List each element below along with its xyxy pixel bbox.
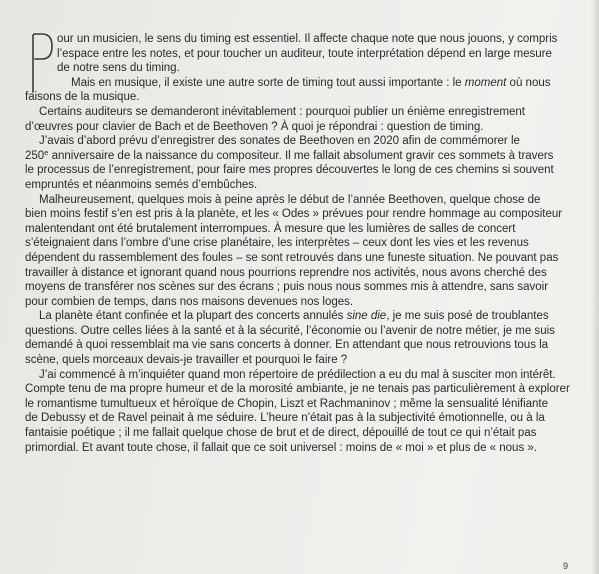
drop-cap-letter bbox=[27, 32, 55, 94]
text-line: La planète étant confinée et la plupart des concerts annulés sine die, je me suis posé de troublantes bbox=[39, 310, 549, 323]
italic-phrase: sine die bbox=[346, 310, 387, 323]
text-line: our un musicien, le sens du timing est essentiel. Il affecte chaque note que nous jouons, y compris bbox=[57, 33, 558, 45]
text-line: pour combien de temps, dans nos maisons devenues nos loges. bbox=[25, 295, 354, 308]
page-edge-shadow bbox=[591, 0, 599, 574]
text-line: s’éteignaient dans l’ombre d’une crise planétaire, les interprètes – ceux dont les vies et les revenus bbox=[25, 237, 529, 250]
text-line: de Debussy et de Ravel peinait à me séduire. L’heure n’était pas à la subjectivité émotionnelle, ou à la bbox=[25, 412, 545, 425]
paragraph-5 bbox=[25, 193, 558, 208]
text-line: dépendent du rassemblement des foules – se sont retrouvés dans une funeste situation. Ne pouvant pas bbox=[25, 251, 559, 264]
text-line: Mais en musique, il existe une autre sorte de timing tout aussi importante : le moment où nous bbox=[71, 76, 551, 89]
text-line: le romantisme tumultueux et héroïque de Chopin, Liszt et Rachmaninov ; même la sensualité lénifiante bbox=[25, 397, 549, 410]
paragraph-2 bbox=[25, 76, 558, 91]
text-line: J’ai commencé à m’inquiéter quand mon répertoire de prédilection a eu du mal à susciter mon intérêt. bbox=[39, 368, 556, 381]
text-line: l’espace entre les notes, et pour toucher un auditeur, toute interprétation dépend en large mesure bbox=[57, 47, 552, 60]
text-line: le processus de l’enregistrement, pour faire mes propres découvertes le long de ces chemins si souvent bbox=[25, 164, 554, 177]
text-line: faisons de la musique. bbox=[25, 91, 140, 104]
text-line: malentendant ont été brutalement interrompues. À mesure que les lumières de salles de concert bbox=[25, 222, 516, 235]
text-line: empruntés et néanmoins semés d’embûches. bbox=[25, 178, 258, 191]
paragraph-4 bbox=[25, 134, 558, 149]
text-line: J’avais d’abord prévu d’enregistrer des sonates de Beethoven en 2020 afin de commémorer le bbox=[39, 135, 520, 148]
page-number: 9 bbox=[562, 561, 568, 571]
text-line: travailler à distance et ignorant quand nous pourrions reprendre nos activités, nous avons cherché des bbox=[25, 266, 547, 279]
text-line: moyens de transférer nos scènes sur des écrans ; puis nous nous sommes mis à attendre, sans savoir bbox=[25, 281, 549, 294]
text-line: primordial. Et avant toute chose, il fallait que ce soit universel : moins de « moi » et plus de « nous ». bbox=[25, 441, 537, 454]
text-line: bien moins festif s’en est pris à la planète, et les « Odes » prévues pour rendre hommage au compositeur bbox=[25, 208, 563, 221]
text-line: fantaisie poétique ; il me fallait quelque chose de brut et de direct, dépouillé de tout ce qui n’était pas bbox=[25, 427, 537, 440]
paragraph-7 bbox=[25, 368, 558, 383]
paragraph-1 bbox=[25, 32, 558, 76]
italic-word: moment bbox=[464, 76, 507, 89]
text-line: Malheureusement, quelques mois à peine après le début de l’année Beethoven, quelque chose de bbox=[39, 193, 541, 206]
body-text bbox=[25, 32, 570, 455]
text-line: questions. Outre celles liées à la santé et à la sécurité, l’économie ou l’avenir de notre métier, je me suis bbox=[25, 324, 555, 337]
text-line: demandé à quoi ressemblait ma vie sans concerts à donner. En attendant que nous retrouvions tous la bbox=[25, 339, 549, 352]
text-line: d’œuvres pour clavier de Bach et de Beethoven ? À quoi je répondrai : question de timing. bbox=[25, 120, 484, 133]
text-line: de notre sens du timing. bbox=[57, 62, 180, 75]
paragraph-3 bbox=[25, 105, 558, 120]
paragraph-6 bbox=[25, 309, 558, 324]
paragraph-2-continued bbox=[25, 90, 558, 105]
superscript-ordinal: e bbox=[44, 147, 49, 157]
text-line: Certains auditeurs se demanderont inévitablement : pourquoi publier un énième enregistrement bbox=[39, 105, 525, 118]
text-line: 250e anniversaire de la naissance du compositeur. Il me fallait absolument gravir ces sommets à travers bbox=[25, 147, 554, 162]
text-line: scène, quels morceaux devais-je travailler et pourquoi le faire ? bbox=[25, 354, 348, 367]
text-line: Compte tenu de ma propre humeur et de la morosité ambiante, je ne tenais pas particulièrement à explorer bbox=[25, 383, 570, 396]
